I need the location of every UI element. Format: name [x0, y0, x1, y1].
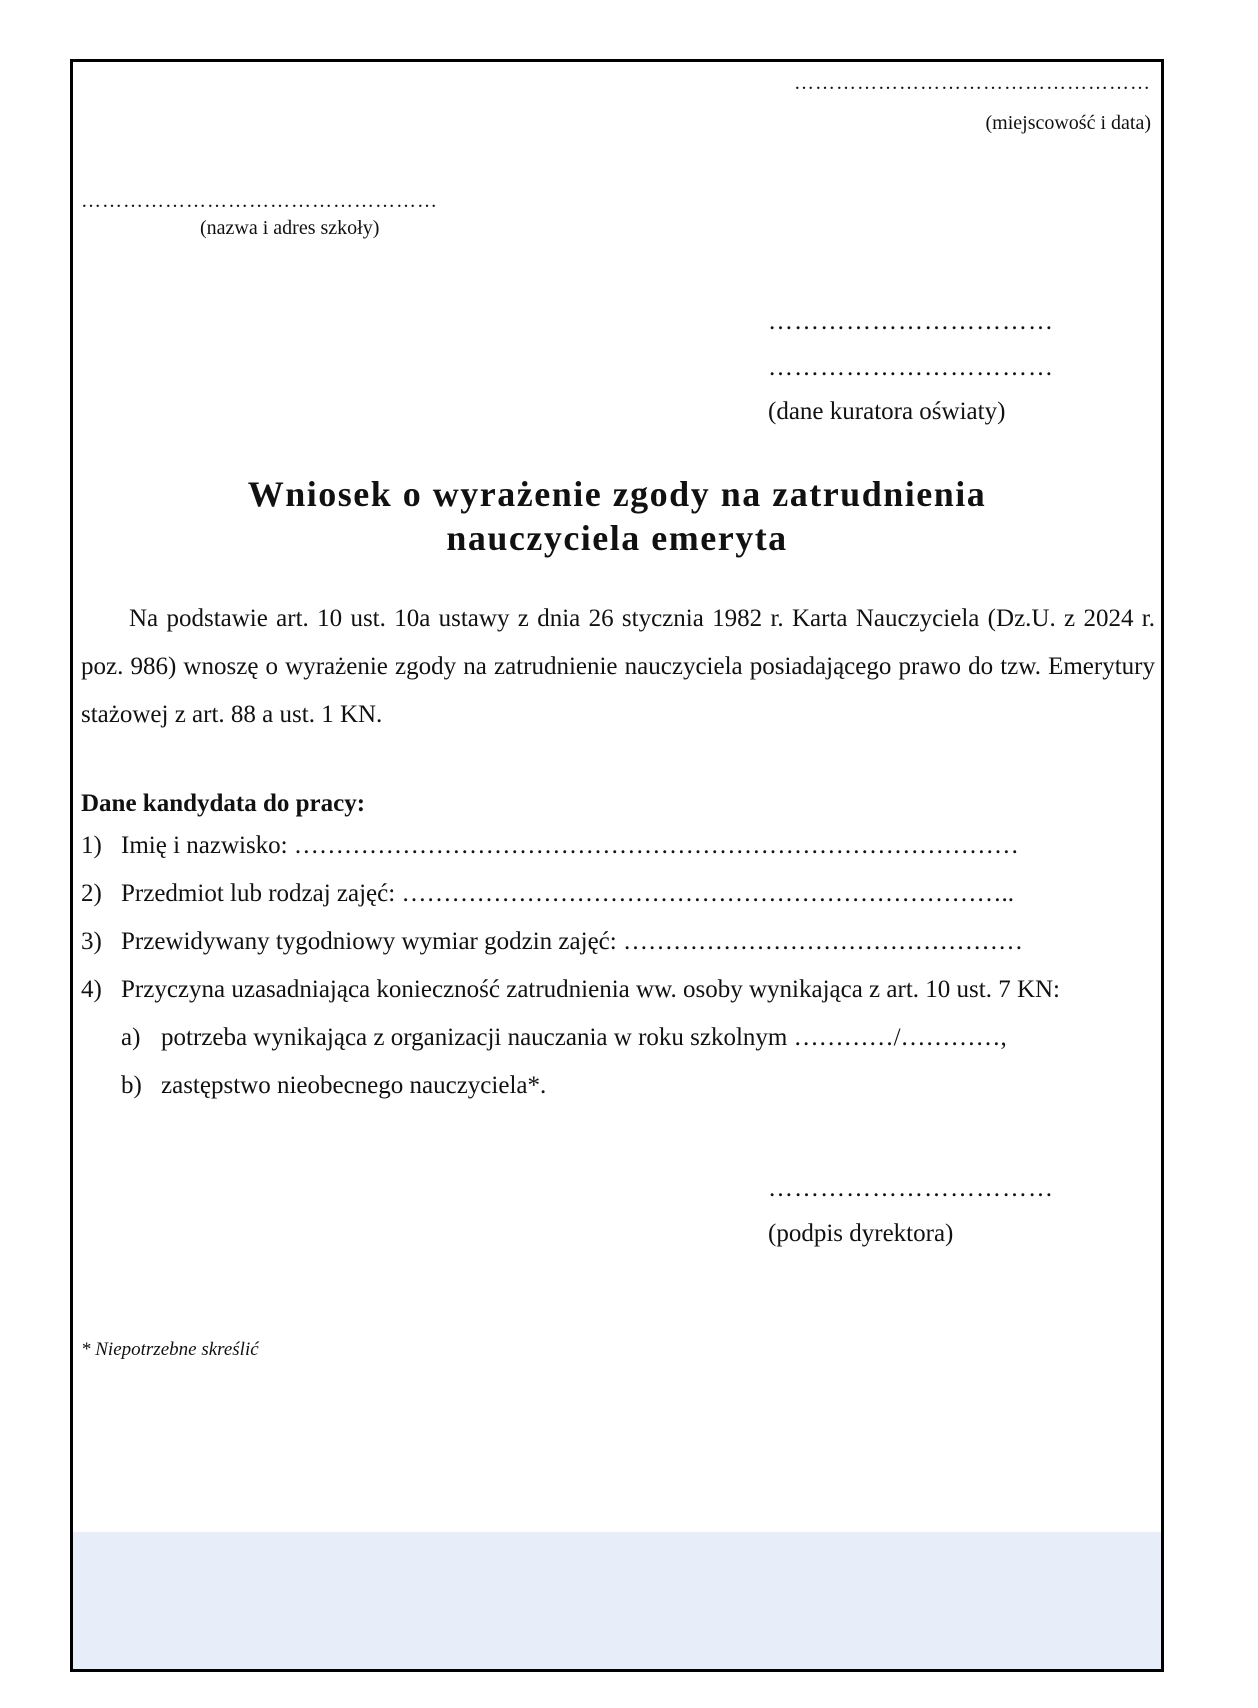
place-date-label: (miejscowość i data): [985, 112, 1151, 134]
footnote: * Niepotrzebne skreślić: [81, 1339, 259, 1360]
place-date-dots: ……………………………………………: [794, 72, 1151, 94]
title-line-2: nauczyciela emeryta: [446, 518, 788, 558]
school-dots: ……………………………………………: [81, 190, 438, 212]
signature-dots: ……………………………: [768, 1175, 1054, 1202]
bottom-band: [73, 1532, 1161, 1669]
sub-list-item: b) zastępstwo nieobecnego nauczyciela*.: [121, 1072, 547, 1099]
recipient-line-2: ……………………………: [768, 354, 1054, 381]
sub-list-item: a) potrzeba wynikająca z organizacji nauczania w roku szkolnym …………/…………,: [121, 1024, 1007, 1051]
title-line-1: Wniosek o wyrażenie zgody na zatrudnienia: [247, 474, 987, 514]
recipient-label: (dane kuratora oświaty): [768, 398, 1006, 425]
candidate-heading: Dane kandydata do pracy:: [81, 790, 366, 817]
school-label: (nazwa i adres szkoły): [200, 217, 380, 239]
signature-label: (podpis dyrektora): [768, 1220, 954, 1247]
list-item: 1) Imię i nazwisko: ……………………………………………………………………………: [81, 832, 1019, 859]
list-item: 2) Przedmiot lub rodzaj zajęć: ………………………………………………………………..: [81, 880, 1014, 907]
list-item: 4) Przyczyna uzasadniająca konieczność zatrudnienia ww. osoby wynikająca z art. 10 ust. 7 KN:: [81, 976, 1061, 1003]
recipient-line-1: ……………………………: [768, 308, 1054, 335]
body-paragraph: Na podstawie art. 10 ust. 10a ustawy z dnia 26 stycznia 1982 r. Karta Nauczyciela (Dz.U. z 2024 r. poz. 986) wnoszę o wyrażenie zgody na zatrudnienie nauczyciela posiadającego prawo do tzw. Emerytury stażowej z art. 88 a ust. 1 KN.: [81, 605, 1155, 728]
document-page: [70, 59, 1164, 1672]
document-title: [73, 472, 1161, 560]
list-item: 3) Przewidywany tygodniowy wymiar godzin zajęć: …………………………………………: [81, 928, 1023, 955]
